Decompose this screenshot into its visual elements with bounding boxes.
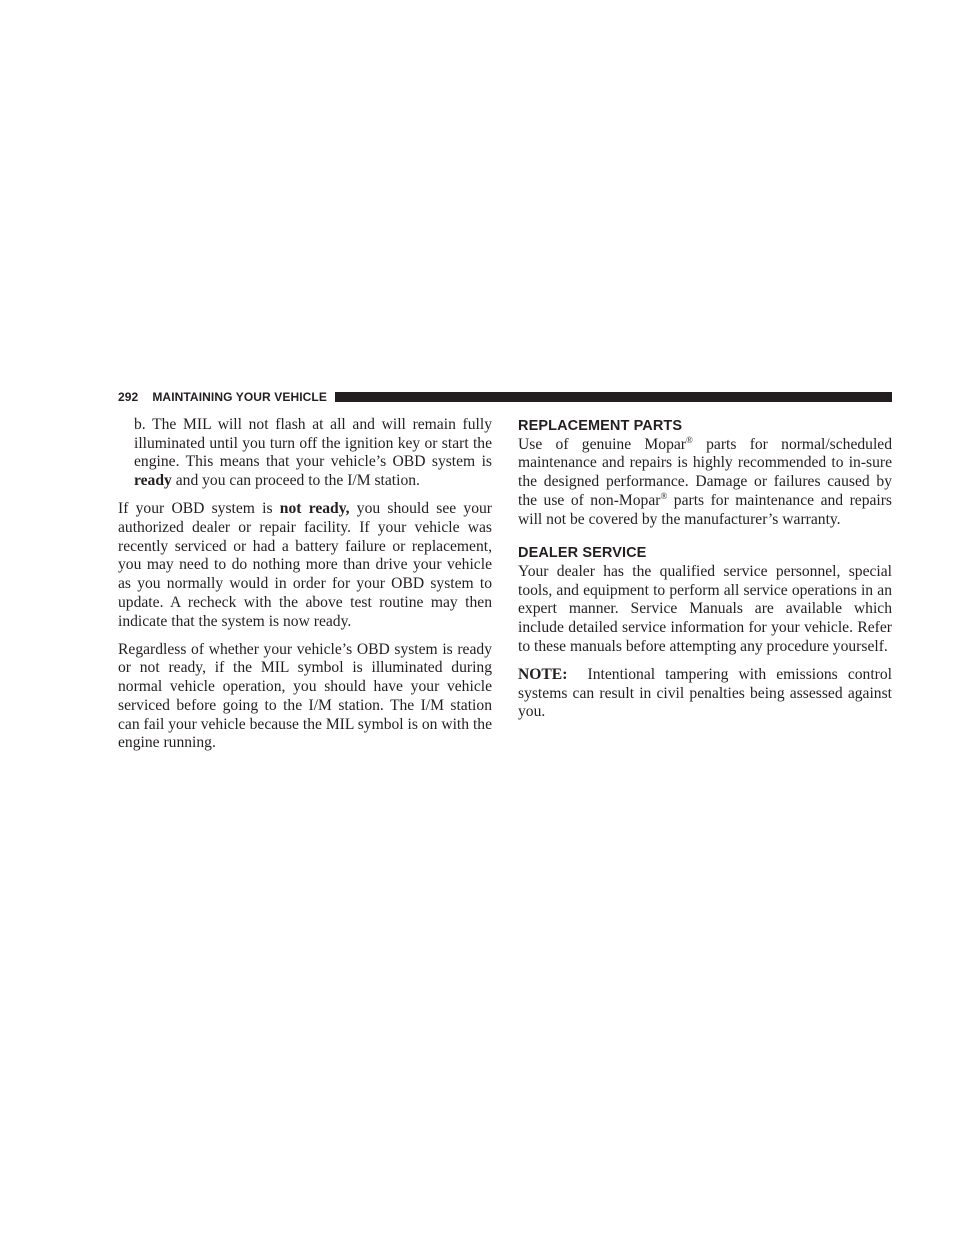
note-label: NOTE: [518,665,568,683]
list-item-b-text-1: b. The MIL will not flash at all and will remain fully illuminated until you turn off the ignition key or start the engine. This means that your vehicle’s OBD system is [134,416,492,471]
replacement-text-3: parts for maintenance and repairs will not be covered by the manufacturer’s warranty. [518,491,892,528]
paragraph-not-ready-text-2: you should see your authorized dealer or repair facility. If your vehicle was recently serviced or had a battery failure or replacement, you may need to do nothing more than drive your vehicle as you normally would in order for your OBD system to update. A recheck with the above test routine may then indicate that the system is now ready. [118,500,492,630]
list-item-b-text-2: and you can proceed to the I/M station. [171,472,420,490]
replacement-text-2: parts for normal/scheduled maintenance and repairs is highly recommended to in-sure the designed performance. Damage or failures caused by the use of non-Mopar [518,435,893,509]
paragraph-note [518,665,896,722]
right-column [518,416,896,732]
heading-dealer-service: DEALER SERVICE [518,545,647,562]
left-column [118,416,492,762]
heading-replacement-parts: REPLACEMENT PARTS [518,418,683,434]
paragraph-regardless: Regardless of whether your vehicle’s OBD system is ready or not ready, if the MIL symbol is illuminated during normal vehicle operation, you should have your vehicle serviced before going to the I/M station. The I/M station can fail your vehicle because the MIL symbol is on with the engine running. [118,640,492,752]
header-rule [335,392,892,402]
page-header [118,388,892,406]
page-number: 292 [118,390,139,404]
paragraph-dealer-service: Your dealer has the qualified service personnel, special tools, and equipment to perform all service operations in an expert manner. Service Manuals are available which include detailed service information for your vehicle. Refer to these manuals before attempting any procedure yourself. [518,562,892,655]
registered-mark: ® [660,490,668,501]
note-text: Intentional tampering with emissions control systems can result in civil penalties being assessed against you. [518,665,896,721]
section-title: MAINTAINING YOUR VEHICLE [152,390,327,404]
paragraph-not-ready [118,500,492,631]
replacement-text-1: Use of genuine Mopar [518,435,686,453]
paragraph-replacement-parts [518,436,892,530]
list-item-b [118,416,492,491]
list-item-b-bold: ready [134,472,172,490]
paragraph-not-ready-bold: not ready, [279,500,350,518]
registered-mark: ® [686,434,693,445]
paragraph-not-ready-text-1: If your OBD system is [118,500,280,518]
